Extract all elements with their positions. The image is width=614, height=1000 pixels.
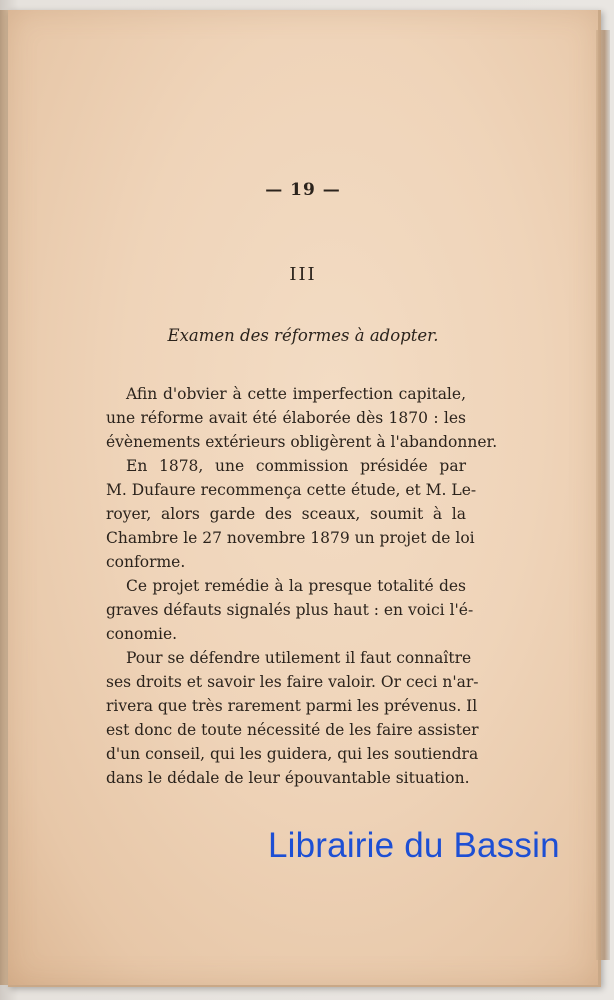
- text-line: conforme.: [106, 553, 186, 571]
- text-line: Ce projet remédie à la presque totalité des: [126, 577, 466, 595]
- text-line: une réforme avait été élaborée dès 1870 : les: [106, 409, 466, 427]
- page-right-edge: [596, 30, 610, 960]
- section-title: Examen des réformes à adopter.: [167, 326, 439, 345]
- text-line: graves défauts signalés plus haut : en voici l'é-: [106, 601, 474, 619]
- text-line: rivera que très rarement parmi les prévenus. Il: [106, 697, 478, 715]
- text-line: est donc de toute nécessité de les faire assister: [106, 721, 479, 739]
- text-line: Afin d'obvier à cette imperfection capitale,: [126, 385, 466, 403]
- body-text: [106, 382, 498, 790]
- text-line: d'un conseil, qui les guidera, qui les soutiendra: [106, 745, 479, 763]
- text-line: conomie.: [106, 625, 178, 643]
- text-line: M. Dufaure recommença cette étude, et M. Le-: [106, 481, 477, 499]
- text-line: Chambre le 27 novembre 1879 un projet de loi: [106, 529, 475, 547]
- text-line: Pour se défendre utilement il faut connaître: [126, 649, 472, 667]
- watermark-text: Librairie du Bassin: [268, 826, 560, 865]
- text-line: ses droits et savoir les faire valoir. Or ceci n'ar-: [106, 673, 479, 691]
- page-number: — 19 —: [265, 180, 341, 200]
- text-line: dans le dédale de leur épouvantable situation.: [106, 769, 470, 787]
- text-line: En 1878, une commission présidée par: [126, 457, 466, 475]
- text-line: évènements extérieurs obligèrent à l'abandonner.: [106, 433, 498, 451]
- section-numeral: III: [289, 264, 317, 285]
- text-line: royer, alors garde des sceaux, soumit à la: [106, 505, 466, 523]
